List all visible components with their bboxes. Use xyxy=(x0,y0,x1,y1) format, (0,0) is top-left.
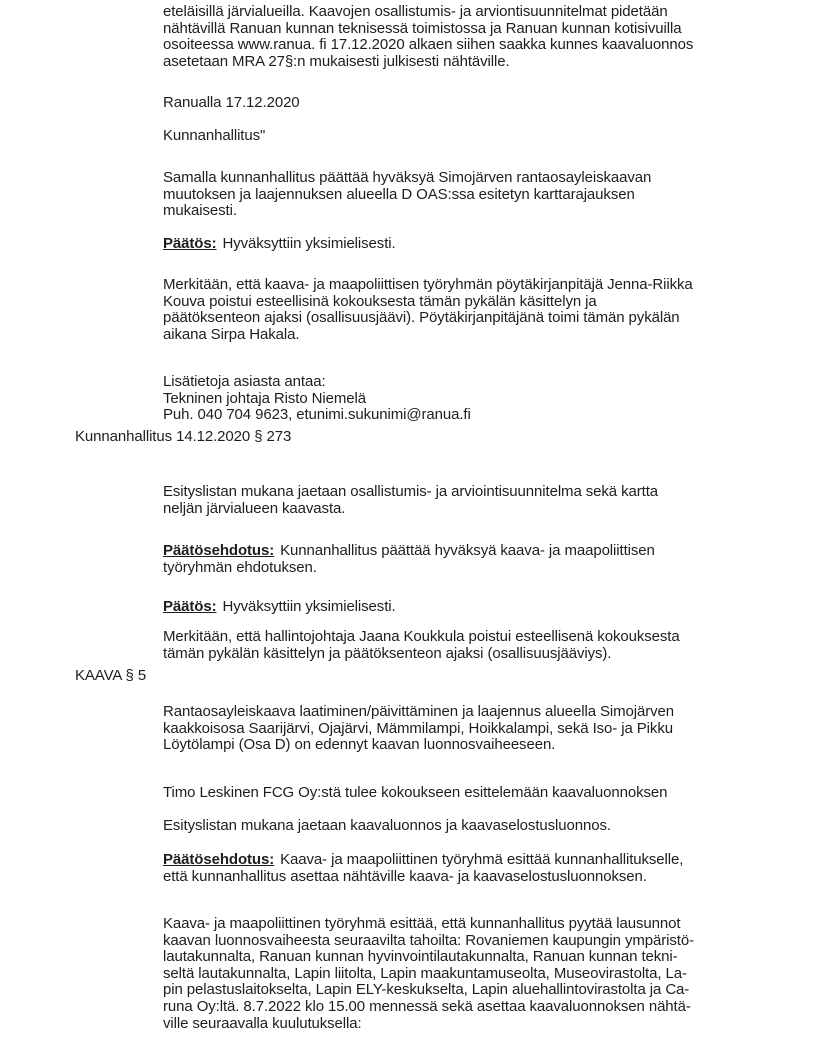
text-line: neljän järvialueen kaavasta. xyxy=(163,499,346,517)
text-line: Esityslistan mukana jaetaan osallistumis- ja arviointisuunnitelma sekä kartta xyxy=(163,483,659,500)
text-line: pin pelastuslaitokselta, Lapin ELY-keskukselta, Lapin aluehallintovirastolta ja Ca- xyxy=(163,981,690,999)
text-line: työryhmän ehdotuksen. xyxy=(163,558,317,576)
text-line: Tekninen johtaja Risto Niemelä xyxy=(163,389,366,407)
margin-reference-board-section: Kunnanhallitus 14.12.2020 § 273 xyxy=(75,428,292,445)
decision-proposal-label: Päätösehdotus: xyxy=(163,851,275,868)
margin-reference-kaava-section: KAAVA § 5 xyxy=(75,667,147,684)
text-line: asetetaan MRA 27§:n mukaisesti julkisesti nähtäville. xyxy=(163,52,510,70)
text-line: Samalla kunnanhallitus päättää hyväksyä Simojärven rantaosayleiskaavan xyxy=(163,169,652,186)
decision-text: Hyväksyttiin yksimielisesti. xyxy=(222,598,396,615)
paragraph-notice-availability xyxy=(163,4,693,70)
paragraph-decision-proposal xyxy=(163,852,683,885)
decision-label: Päätös: xyxy=(163,598,217,615)
text-line: eteläisillä järvialueilla. Kaavojen osallistumis- ja arviontisuunnitelmat pidetään xyxy=(163,3,668,20)
decision-proposal-text: Kaava- ja maapoliittinen työryhmä esittää kunnanhallitukselle, xyxy=(280,851,684,868)
text-line: Merkitään, että kaava- ja maapoliittisen työryhmän pöytäkirjanpitäjä Jenna-Riikka xyxy=(163,276,693,293)
text-line: tämän pykälän käsittelyn ja päätöksenteon ajaksi (osallisuusjääviys). xyxy=(163,644,612,662)
text-line: Kaava- ja maapoliittinen työryhmä esittää, että kunnanhallitus pyytää lausunnot xyxy=(163,915,681,932)
text-line: Timo Leskinen FCG Oy:stä tulee kokoukseen esittelemään kaavaluonnoksen xyxy=(163,784,668,801)
text-line: osoiteessa www.ranua. fi 17.12.2020 alkaen siihen saakka kunnes kaavaluonnos xyxy=(163,36,694,54)
text-line: lautakunnalta, Ranuan kunnan hyvinvointilautakunnalta, Ranuan kunnan tekni- xyxy=(163,948,678,966)
text-line: ville seuraavalla kuulutuksella: xyxy=(163,1014,362,1032)
paragraph-signer xyxy=(163,128,265,145)
paragraph-recusal-note xyxy=(163,277,693,343)
decision-proposal-label: Päätösehdotus: xyxy=(163,542,275,559)
text-line: päätöksenteon ajaksi (osallisuusjäävi). Pöytäkirjanpitäjänä toimi tämän pykälän xyxy=(163,309,680,327)
text-line: kaakkoisosa Saarijärvi, Ojajärvi, Mämmilampi, Hoikkalampi, sekä Iso- ja Pikku xyxy=(163,719,673,737)
text-line: Puh. 040 704 9623, etunimi.sukunimi@ranua.fi xyxy=(163,406,471,424)
text-line: Kunnanhallitus" xyxy=(163,127,266,144)
decision-proposal-text: Kunnanhallitus päättää hyväksyä kaava- ja maapoliittisen xyxy=(280,542,655,559)
text-line: nähtävillä Ranuan kunnan teknisessä toimistossa ja Ranuan kunnan kotisivuilla xyxy=(163,19,682,37)
text-line: aikana Sirpa Hakala. xyxy=(163,325,300,343)
decision-label: Päätös: xyxy=(163,235,217,252)
text-line: että kunnanhallitus asettaa nähtäville kaava- ja kaavaselostusluonnoksen. xyxy=(163,867,647,885)
text-line xyxy=(163,543,655,560)
paragraph-recusal-note xyxy=(163,629,680,662)
paragraph-plan-status xyxy=(163,704,674,754)
paragraph-decision-proposal xyxy=(163,543,655,576)
text-line: kaavan luonnosvaiheesta seuraavilta tahoilta: Rovaniemen kaupungin ympäristö- xyxy=(163,931,694,949)
text-line: mukaisesti. xyxy=(163,202,237,220)
text-line: Merkitään, että hallintojohtaja Jaana Koukkula poistui esteellisenä kokouksesta xyxy=(163,628,680,645)
paragraph-agenda-attachment xyxy=(163,484,658,517)
text-line: Rantaosayleiskaava laatiminen/päivittäminen ja laajennus alueella Simojärven xyxy=(163,703,675,720)
text-line: Kouva poistui esteellisinä kokouksesta tämän pykälän käsittelyn ja xyxy=(163,292,597,310)
paragraph-place-date xyxy=(163,95,300,112)
paragraph-decision xyxy=(163,236,396,253)
text-line: Lisätietoja asiasta antaa: xyxy=(163,373,326,390)
paragraph-approval xyxy=(163,170,651,220)
text-line: runa Oy:ltä. 8.7.2022 klo 15.00 mennessä sekä asettaa kaavaluonnoksen nähtä- xyxy=(163,997,691,1015)
text-line: Löytölampi (Osa D) on edennyt kaavan luonnosvaiheeseen. xyxy=(163,736,556,754)
paragraph-decision xyxy=(163,599,396,616)
paragraph-statement-requests xyxy=(163,916,694,1032)
paragraph-agenda-attachment xyxy=(163,818,611,835)
text-line xyxy=(163,599,396,616)
text-line: Esityslistan mukana jaetaan kaavaluonnos ja kaavaselostusluonnos. xyxy=(163,817,611,834)
text-line xyxy=(163,852,683,869)
paragraph-contact-info xyxy=(163,374,471,424)
text-line: seltä lautakunnalta, Lapin liitolta, Lapin maakuntamuseolta, Museovirastolta, La- xyxy=(163,964,687,982)
text-line: Ranualla 17.12.2020 xyxy=(163,94,300,111)
text-line: muutoksen ja laajennuksen alueella D OAS:ssa esitetyn karttarajauksen xyxy=(163,185,635,203)
text-line xyxy=(163,236,396,253)
decision-text: Hyväksyttiin yksimielisesti. xyxy=(222,235,396,252)
paragraph-presenter xyxy=(163,785,667,802)
